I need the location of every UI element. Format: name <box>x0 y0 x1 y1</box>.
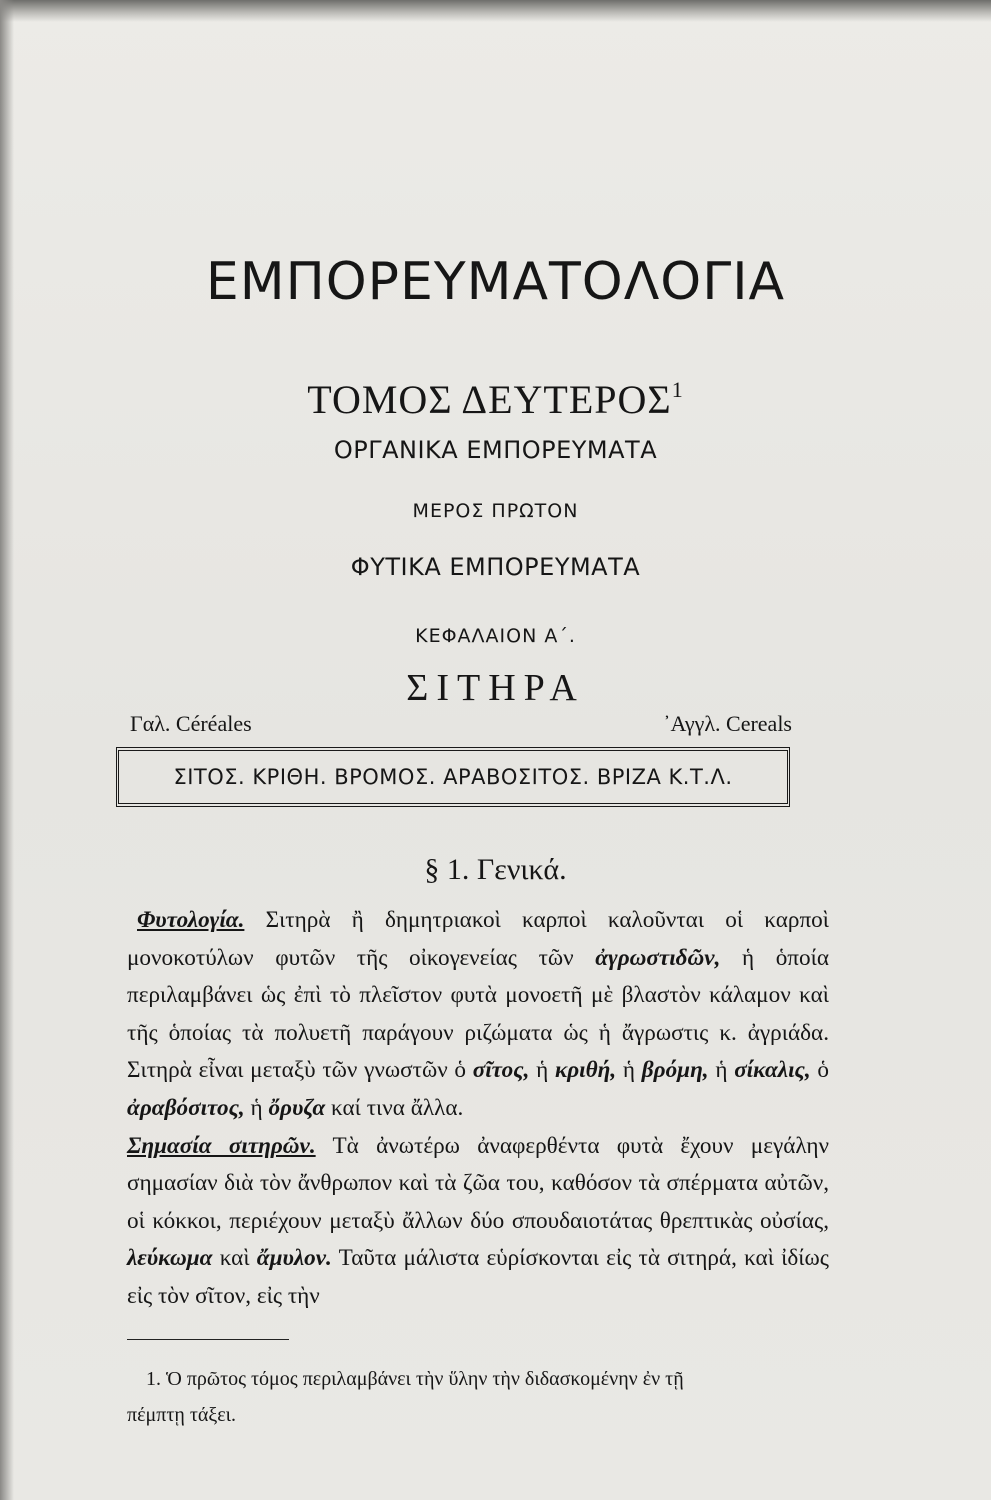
footnote-rule <box>127 1339 289 1340</box>
term-importance: Σημασία σιτηρῶν. <box>127 1132 316 1159</box>
boxed-list-frame <box>116 747 790 807</box>
term-phytology: Φυτολογία. <box>137 907 245 933</box>
bold-term: βρόμη, <box>641 1057 709 1084</box>
bold-term: ἄμυλον. <box>256 1245 332 1272</box>
text-run: Τὰ ἀνωτέρω ἀναφερθέντα φυτὰ ἔχουν μεγάλην σημασίαν διὰ τὸν ἄνθρωπον καὶ τὰ ζῶα του, καθόσον τὰ σπέρματα αὐτῶν, οἱ κόκκοι, περιέχουν μεταξὺ ἄλλων δύο σπουδαιοτάτας θρεπτικὰς οὐσίας, <box>127 1132 829 1234</box>
text-run: καὶ <box>212 1245 257 1272</box>
paragraph-importance <box>127 1128 829 1316</box>
bold-term: ἀγρωστιδῶν, <box>595 944 721 971</box>
bold-term: ἀραβόσιτος, <box>127 1094 245 1121</box>
chapter-title: ΣΙΤΗΡΑ <box>406 667 585 709</box>
paragraph-phytology <box>127 902 829 1128</box>
page-top-shadow <box>0 0 991 22</box>
english-name: ᾿Αγγλ. Cereals <box>663 711 792 736</box>
text-run: Σιτηρὰ ἢ δημητριακοὶ καρποὶ καλοῦνται οἱ καρποὶ μονοκοτύλων φυτῶν τῆς οἰκογενείας τῶν <box>127 907 829 971</box>
section-heading: § 1. Γενικά. <box>424 853 567 886</box>
text-run: καί τινα ἄλλα. <box>325 1094 464 1121</box>
text-run: ὁ <box>810 1057 829 1084</box>
bold-term: κριθή, <box>554 1057 617 1084</box>
bold-term: σῖτος, <box>472 1057 530 1084</box>
french-name: Γαλ. Céréales <box>130 711 252 736</box>
text-run: ἡ <box>529 1057 555 1084</box>
footnote-line-2: πέμπτῃ τάξει. <box>127 1404 237 1426</box>
boxed-list: ΣΙΤΟΣ. ΚΡΙΘΗ. ΒΡΟΜΟΣ. ΑΡΑΒΟΣΙΤΟΣ. ΒΡΙΖΑ Κ.Τ.Λ. <box>173 765 733 789</box>
text-run: Ταῦτα μάλιστα εὑρίσκονται εἰς τὰ σιτηρά, καὶ ἰδίως εἰς τὸν σῖτον, εἰς τὴν <box>127 1245 829 1309</box>
volume-heading <box>0 376 991 423</box>
volume-label: ΤΟΜΟΣ ΔΕΥΤΕΡΟΣ <box>307 377 672 422</box>
footnote <box>127 1361 832 1433</box>
footnote-line-1: 1. Ὁ πρῶτος τόμος περιλαμβάνει τὴν ὕλην τὴν διδασκομένην ἐν τῇ <box>146 1368 684 1390</box>
chapter-number: ΚΕΦΑΛΑΙΟΝ Α΄. <box>415 625 576 647</box>
book-title: ΕΜΠΟΡΕΥΜΑΤΟΛΟΓΙΑ <box>205 252 786 312</box>
text-run: ἡ <box>616 1057 642 1084</box>
body-text <box>127 902 829 1316</box>
part-heading: ΜΕΡΟΣ ΠΡΩΤΟΝ <box>412 500 579 522</box>
category-heading: ΟΡΓΑΝΙΚΑ ΕΜΠΟΡΕΥΜΑΤΑ <box>333 436 658 464</box>
text-run: ἡ ὁποία περιλαμβάνει ὡς ἐπὶ τὸ πλεῖστον φυτὰ μονοετῆ μὲ βλαστὸν κάλαμον καὶ τῆς ὁποίας τὰ πολυετῆ παράγουν ριζώματα ὡς ἡ ἄγρωστις κ. ἀγριάδα. Σιτηρὰ εἶναι μεταξὺ τῶν γνωστῶν ὁ <box>127 944 829 1084</box>
page-left-shadow <box>0 0 14 1500</box>
bold-term: σίκαλις, <box>734 1057 811 1084</box>
text-run: ἡ <box>244 1094 269 1121</box>
bold-term: λεύκωμα <box>127 1245 213 1272</box>
bold-term: ὄρυζα <box>268 1094 326 1121</box>
subcategory-heading: ΦΥΤΙΚΑ ΕΜΠΟΡΕΥΜΑΤΑ <box>350 553 641 581</box>
text-run: ἡ <box>708 1057 735 1084</box>
footnote-marker: 1 <box>671 377 684 402</box>
